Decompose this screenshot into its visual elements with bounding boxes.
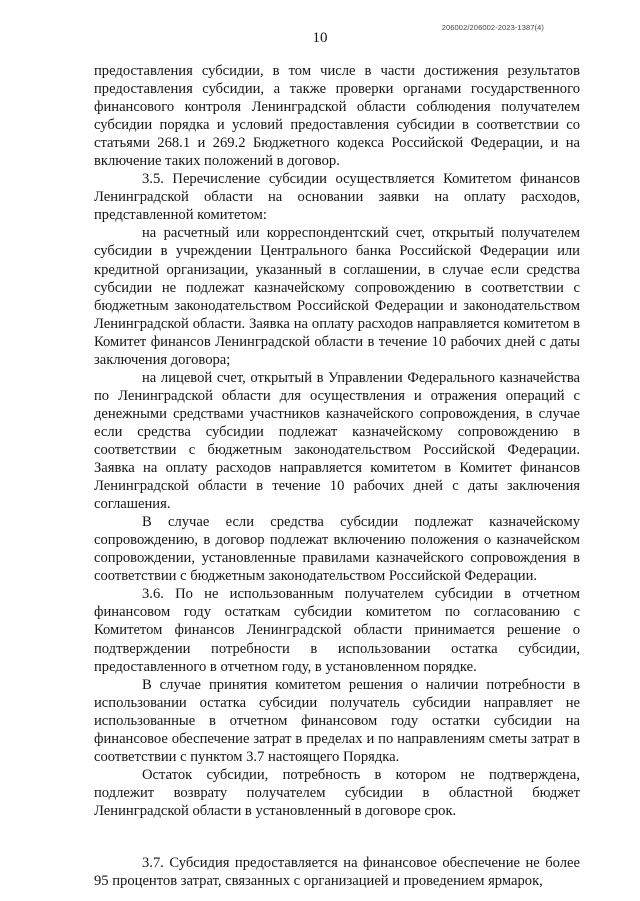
paragraph-remainder-use: В случае принятия комитетом решения о наличии потребности в использовании остатка субсидии получатель субсидии направляет не использованные в отчетном финансовом году остатки субсидии на финансовое обеспечение затрат в пределах и по направлениям сметы затрат в соответствии с пунктом 3.7 настоящего Порядка. <box>94 676 580 765</box>
paragraph-personal-account: на лицевой счет, открытый в Управлении Федерального казначейства по Ленинградской области для осуществления и отражения операций с денежными средствами участников казначейского сопровождения, в случае если средства субсидии подлежат казначейскому сопровождению в соответствии с бюджетным законодательством Российской Федерации. Заявка на оплату расходов направляется комитетом в Комитет финансов Ленинградской области в течение 10 рабочих дней с даты заключения соглашения. <box>94 369 580 513</box>
document-body <box>94 62 580 890</box>
page-number: 10 <box>312 30 328 46</box>
paragraph-3-5: 3.5. Перечисление субсидии осуществляется Комитетом финансов Ленинградской области на основании заявки на оплату расходов, представленной комитетом: <box>94 171 580 224</box>
paragraph-remainder-return: Остаток субсидии, потребность в котором не подтверждена, подлежит возврату получателем субсидии в областной бюджет Ленинградской области в установленный в договоре срок. <box>94 766 580 819</box>
document-id: 206002/206002-2023-1387(4) <box>441 23 544 32</box>
paragraph-3-7: 3.7. Субсидия предоставляется на финансовое обеспечение не более 95 процентов затрат, связанных с организацией и проведением ярмарок, <box>94 855 580 890</box>
paragraph-3-6: 3.6. По не использованным получателем субсидии в отчетном финансовом году остаткам субсидии комитетом по согласованию с Комитетом финансов Ленинградской области принимается решение о подтверждении потребности в использовании остатка субсидии, предоставленного в отчетном году, в установленном порядке. <box>94 586 580 675</box>
paragraph-settlement-account: на расчетный или корреспондентский счет, открытый получателем субсидии в учреждении Центрального банка Российской Федерации или кредитной организации, указанный в соглашении, в случае если средства субсидии не подлежат казначейскому сопровождению в соответствии с бюджетным законодательством Российской Федерации и законодательством Ленинградской области. Заявка на оплату расходов направляется комитетом в Комитет финансов Ленинградской области в течение 10 рабочих дней с даты заключения договора; <box>94 225 580 368</box>
paragraph-continuation: предоставления субсидии, в том числе в части достижения результатов предоставления субсидии, а также проверки органами государственного финансового контроля Ленинградской области соблюдения получателем субсидии порядка и условий предоставления субсидии в соответствии со статьями 268.1 и 269.2 Бюджетного кодекса Российской Федерации, и на включение таких положений в договор. <box>94 63 580 170</box>
paragraph-treasury-support: В случае если средства субсидии подлежат казначейскому сопровождению, в договор подлежат включению положения о казначейском сопровождении, установленные правилами казначейского сопровождения в соответствии с бюджетным законодательством Российской Федерации. <box>94 514 580 585</box>
